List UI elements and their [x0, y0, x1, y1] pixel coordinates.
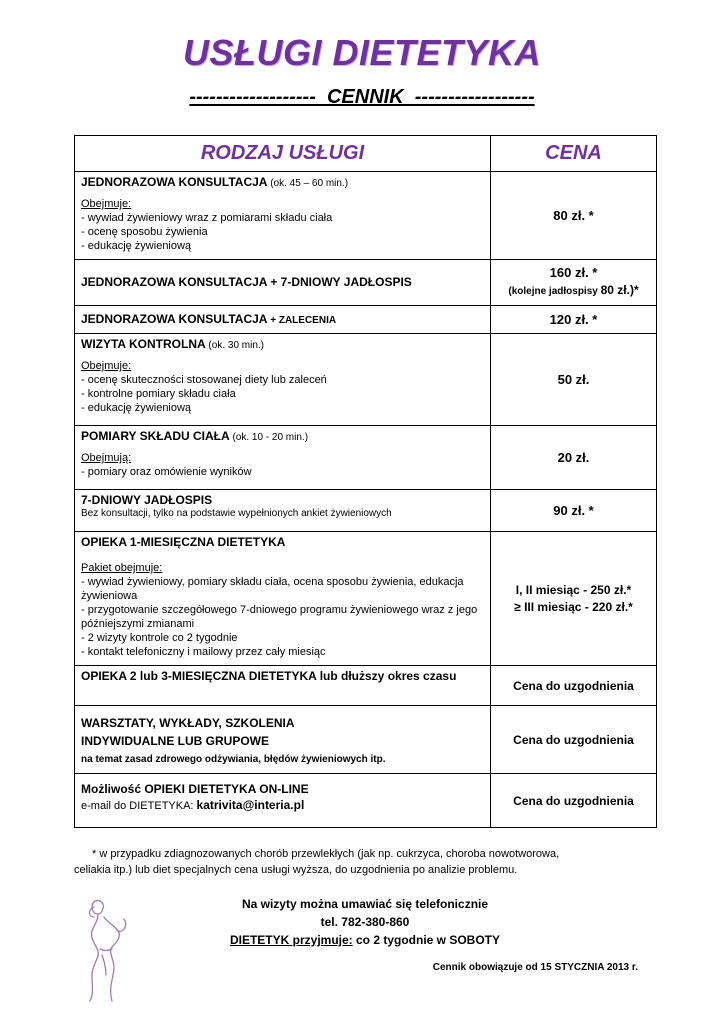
footnote-line: * w przypadku zdiagnozowanych chorób przewlekłych (jak np. cukrzyca, choroba nowotworowa, — [92, 848, 560, 860]
service-column-header: RODZAJ USŁUGI — [75, 136, 491, 172]
service-duration: (ok. 30 min.) — [205, 340, 265, 351]
price-cell: 20 zł. — [491, 426, 657, 490]
service-cell — [75, 706, 491, 774]
price-table — [74, 135, 657, 828]
service-cell — [75, 306, 491, 334]
contact-info — [200, 895, 530, 949]
service-name: Możliwość OPIEKI DIETETYKA ON-LINE — [81, 782, 309, 796]
table-row — [75, 260, 657, 306]
service-cell — [75, 334, 491, 426]
price-cell: 50 zł. — [491, 334, 657, 426]
includes-label: Obejmują: — [81, 452, 132, 464]
price-cell: Cena do uzgodnienia — [491, 774, 657, 828]
table-row — [75, 334, 657, 426]
table-row — [75, 426, 657, 490]
service-name: WIZYTA KONTROLNA — [81, 337, 206, 351]
hours-label: DIETETYK przyjmuje: — [229, 933, 353, 947]
price-cell — [491, 260, 657, 306]
price-column-header: CENA — [491, 136, 657, 172]
price-cell: Cena do uzgodnienia — [491, 706, 657, 774]
includes-label: Obejmuje: — [81, 360, 132, 372]
service-duration: (ok. 10 - 20 min.) — [229, 432, 309, 443]
hours-value: co 2 tygodnie w SOBOTY — [352, 933, 501, 947]
list-item: - wywiad żywieniowy, pomiary składu ciała, ocena sposobu żywienia, edukacja żywieniowa — [81, 576, 464, 602]
page-subtitle: ------------------- CENNIK ------------------ — [189, 86, 535, 108]
list-item: - ocenę sposobu żywienia — [81, 226, 208, 238]
service-addon: + ZALECENIA — [267, 314, 337, 326]
service-description: Bez konsultacji, tylko na podstawie wypełnionych ankiet żywieniowych — [81, 508, 392, 519]
service-cell — [75, 260, 491, 306]
table-header-row — [75, 136, 657, 172]
service-cell — [75, 774, 491, 828]
table-row — [75, 774, 657, 828]
service-cell — [75, 532, 491, 666]
valid-from-note: Cennik obowiązuje od 15 STYCZNIA 2013 r. — [432, 962, 638, 973]
service-description: na temat zasad zdrowego odżywiania, błędów żywieniowych itp. — [81, 754, 386, 765]
table-row — [75, 306, 657, 334]
service-name: OPIEKA 2 lub 3-MIESIĘCZNA DIETETYKA lub dłuższy okres czasu — [81, 669, 457, 683]
includes-label: Obejmuje: — [81, 198, 132, 210]
list-item: - edukację żywieniową — [81, 240, 192, 252]
service-duration: (ok. 45 – 60 min.) — [267, 178, 349, 189]
service-subname: INDYWIDUALNE LUB GRUPOWE — [81, 734, 269, 748]
service-name: 7-DNIOWY JADŁOSPIS — [81, 493, 213, 507]
table-row — [75, 490, 657, 532]
price-note: (kolejne jadłospisy — [508, 286, 601, 297]
list-item: - 2 wizyty kontrole co 2 tygodnie — [81, 632, 238, 644]
service-name: JEDNORAZOWA KONSULTACJA — [81, 175, 268, 189]
footnote — [74, 846, 674, 878]
service-cell — [75, 490, 491, 532]
service-addon: + 7-DNIOWY JADŁOSPIS — [267, 275, 412, 289]
service-cell — [75, 426, 491, 490]
table-row — [75, 706, 657, 774]
service-name: POMIARY SKŁADU CIAŁA — [81, 429, 230, 443]
page-title: USŁUGI DIETETYKA — [182, 32, 541, 73]
service-cell — [75, 666, 491, 706]
email-label: e-mail do DIETETYKA: — [81, 800, 197, 812]
includes-label: Pakiet obejmuje: — [81, 562, 163, 574]
list-item: - kontakt telefoniczny i mailowy przez cały miesiąc — [81, 646, 326, 658]
list-item: - wywiad żywieniowy wraz z pomiarami składu ciała — [81, 212, 333, 224]
service-name: WARSZTATY, WYKŁADY, SZKOLENIA — [81, 716, 295, 730]
price-value-first: I, II miesiąc - 250 zł.* — [515, 582, 632, 597]
woman-silhouette-icon — [78, 895, 138, 1005]
list-item: - kontrolne pomiary składu ciała — [81, 388, 236, 400]
price-cell — [491, 532, 657, 666]
table-row — [75, 532, 657, 666]
list-item: - ocenę skuteczności stosowanej diety lub zaleceń — [81, 374, 327, 386]
price-cell: 90 zł. * — [491, 490, 657, 532]
price-value: 160 zł. * — [549, 265, 598, 280]
service-cell — [75, 172, 491, 260]
list-item: - przygotowanie szczegółowego 7-dniowego programu żywieniowego wraz z jego późniejszymi zmianami — [81, 604, 478, 630]
phone-number[interactable]: tel. 782-380-860 — [320, 915, 410, 929]
list-item: - pomiary oraz omówienie wyników — [81, 466, 252, 478]
price-value-later: ≥ III miesiąc - 220 zł.* — [514, 599, 633, 614]
price-cell: 80 zł. * — [491, 172, 657, 260]
service-name: JEDNORAZOWA KONSULTACJA — [81, 311, 268, 326]
footnote-line: celiakia itp.) lub diet specjalnych cena usługi wyższa, do uzgodnienia po analizie problemu. — [74, 864, 518, 876]
service-name: OPIEKA 1-MIESIĘCZNA DIETETYKA — [81, 535, 286, 549]
price-cell: Cena do uzgodnienia — [491, 666, 657, 706]
email-link[interactable]: katrivita@interia.pl — [196, 798, 305, 812]
price-cell: 120 zł. * — [491, 306, 657, 334]
price-note-value: 80 zł.)* — [600, 283, 639, 297]
service-name: JEDNORAZOWA KONSULTACJA — [81, 275, 267, 289]
table-row — [75, 666, 657, 706]
table-row — [75, 172, 657, 260]
contact-line: Na wizyty można umawiać się telefonicznie — [241, 897, 489, 911]
list-item: - edukację żywieniową — [81, 402, 192, 414]
